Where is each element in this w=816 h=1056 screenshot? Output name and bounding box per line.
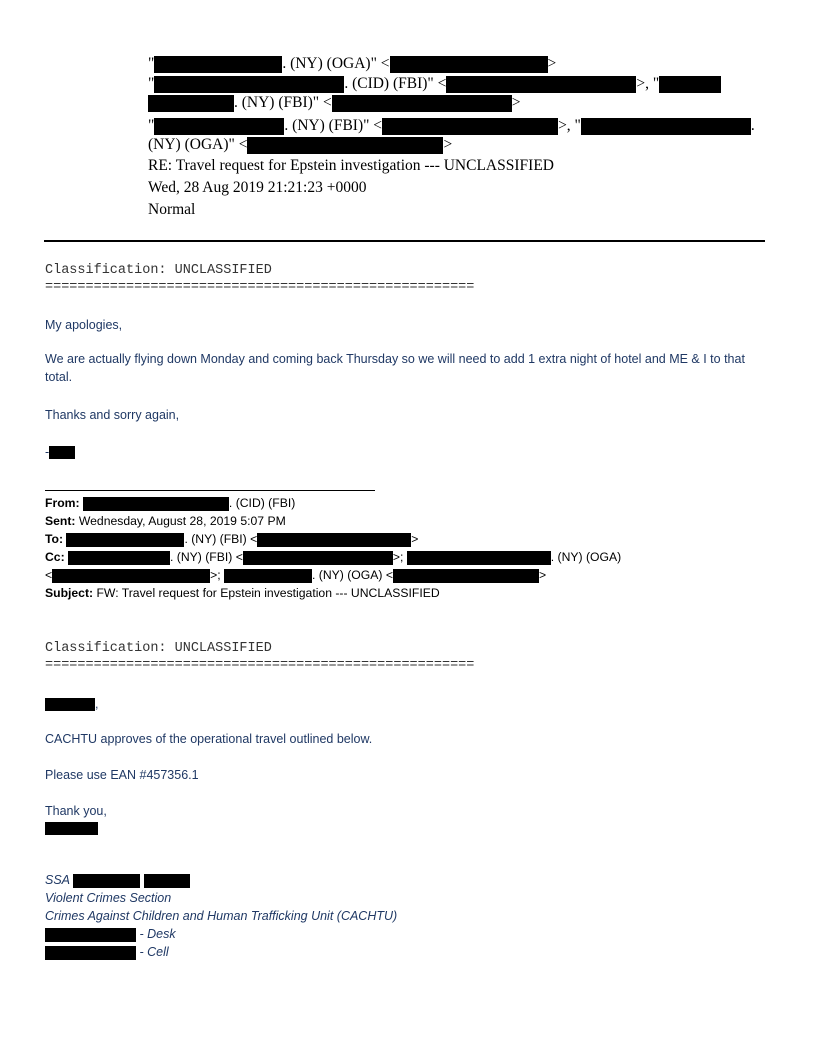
redaction-box <box>581 118 751 135</box>
forward-subject-value: FW: Travel request for Epstein investigation --- UNCLASSIFIED <box>96 586 440 600</box>
redaction-box <box>154 76 344 93</box>
redaction-box <box>66 533 184 547</box>
redaction-box <box>247 137 443 154</box>
header-from-text-1: " <box>148 55 155 72</box>
signature-unit: Crimes Against Children and Human Trafficking Unit (CACHTU) <box>45 909 398 923</box>
forward-sent-row <box>45 514 286 528</box>
classification-separator: ===================================================== <box>45 658 475 673</box>
greeting-comma: , <box>95 697 99 711</box>
redaction-box <box>659 76 721 93</box>
forward-to-label: To: <box>45 532 64 546</box>
signoff-redacted <box>45 819 775 837</box>
signature-cell <box>45 945 169 960</box>
redaction-box <box>224 569 312 583</box>
forward-sent-value: Wednesday, August 28, 2019 5:07 PM <box>78 514 286 528</box>
redaction-box <box>45 698 95 711</box>
header-to-text-5: > <box>511 94 521 111</box>
redaction-box <box>45 928 136 942</box>
redaction-box <box>332 95 512 112</box>
redaction-box <box>390 56 548 73</box>
header-from-text-3: > <box>547 55 557 72</box>
forward-cc-text-4: < <box>45 568 53 582</box>
redaction-box <box>407 551 551 565</box>
redaction-box <box>257 533 411 547</box>
header-to-text-2: . (CID) (FBI)" < <box>344 75 447 92</box>
forward-cc-text-6: . (NY) (OGA) < <box>312 568 393 582</box>
forward-cc-text-2: >; <box>392 550 404 564</box>
redaction-box <box>45 822 98 835</box>
classification-line: Classification: UNCLASSIFIED <box>45 641 272 656</box>
forward-to-text-1: . (NY) (FBI) < <box>184 532 258 546</box>
redaction-box <box>154 56 282 73</box>
forward-cc-text-3: . (NY) (OGA) <box>550 550 622 564</box>
header-to-text-1: " <box>148 75 155 92</box>
header-cc-text-4: . <box>750 117 755 134</box>
redaction-box <box>45 946 136 960</box>
message-signature <box>45 443 775 461</box>
redaction-box <box>73 874 140 888</box>
forward-cc-row-2 <box>45 568 546 583</box>
forward-cc-row <box>45 550 621 565</box>
signature-desk <box>45 927 176 942</box>
forward-from-label: From: <box>45 496 80 510</box>
header-importance-value: Normal <box>148 201 196 218</box>
message-paragraph: CACHTU approves of the operational travel outlined below. <box>45 732 373 746</box>
header-from-text-2: . (NY) (OGA)" < <box>282 55 390 72</box>
signature-dash: - <box>45 445 50 459</box>
header-cc-text-3: >, " <box>558 117 581 134</box>
redaction-box <box>154 118 284 135</box>
header-to-text-4: . (NY) (FBI)" < <box>234 94 332 111</box>
header-date-value: Wed, 28 Aug 2019 21:21:23 +0000 <box>148 179 367 196</box>
forward-to-row <box>45 532 418 547</box>
redaction-box <box>382 118 558 135</box>
classification-line: Classification: UNCLASSIFIED <box>45 263 272 278</box>
redaction-box <box>83 497 229 511</box>
classification-separator: ===================================================== <box>45 280 475 295</box>
header-cc-text-6: > <box>443 136 453 153</box>
forward-from-row <box>45 496 295 511</box>
message-paragraph: My apologies, <box>45 318 123 332</box>
message-paragraph: Please use EAN #457356.1 <box>45 768 199 782</box>
forward-subject-label: Subject: <box>45 586 94 600</box>
forward-divider <box>45 490 375 491</box>
greeting <box>45 695 775 713</box>
forward-to-text-2: > <box>411 532 419 546</box>
forward-subject-row <box>45 586 440 600</box>
redaction-box <box>144 874 190 888</box>
signature-section: Violent Crimes Section <box>45 891 172 905</box>
header-to-text-3: >, " <box>636 75 660 92</box>
forward-sent-label: Sent: <box>45 514 76 528</box>
redaction-box <box>148 95 234 112</box>
header-subject-value: RE: Travel request for Epstein investigation --- UNCLASSIFIED <box>148 157 554 174</box>
message-paragraph: We are actually flying down Monday and coming back Thursday so we will need to add 1 extra night of hotel and ME & I to that total. <box>45 352 745 384</box>
redaction-box <box>52 569 210 583</box>
forward-from-value: . (CID) (FBI) <box>228 496 296 510</box>
signature-cell-text: - Cell <box>136 945 169 959</box>
header-divider <box>44 240 765 242</box>
message-paragraph: Thank you, <box>45 804 107 818</box>
redaction-box <box>243 551 393 565</box>
forward-cc-label: Cc: <box>45 550 65 564</box>
redaction-box <box>393 569 539 583</box>
forward-cc-text-5: >; <box>210 568 221 582</box>
redaction-box <box>68 551 170 565</box>
message-paragraph: Thanks and sorry again, <box>45 408 180 422</box>
header-cc-text-1: " <box>148 117 155 134</box>
redaction-box <box>49 446 75 459</box>
forward-cc-text-1: . (NY) (FBI) < <box>170 550 243 564</box>
signature-title-text: SSA <box>45 873 70 887</box>
header-cc-text-5: (NY) (OGA)" < <box>148 136 248 153</box>
redaction-box <box>446 76 636 93</box>
forward-cc-text-7: > <box>538 568 547 582</box>
header-cc-text-2: . (NY) (FBI)" < <box>284 117 383 134</box>
signature-desk-text: - Desk <box>136 927 176 941</box>
signature-title <box>45 873 190 888</box>
